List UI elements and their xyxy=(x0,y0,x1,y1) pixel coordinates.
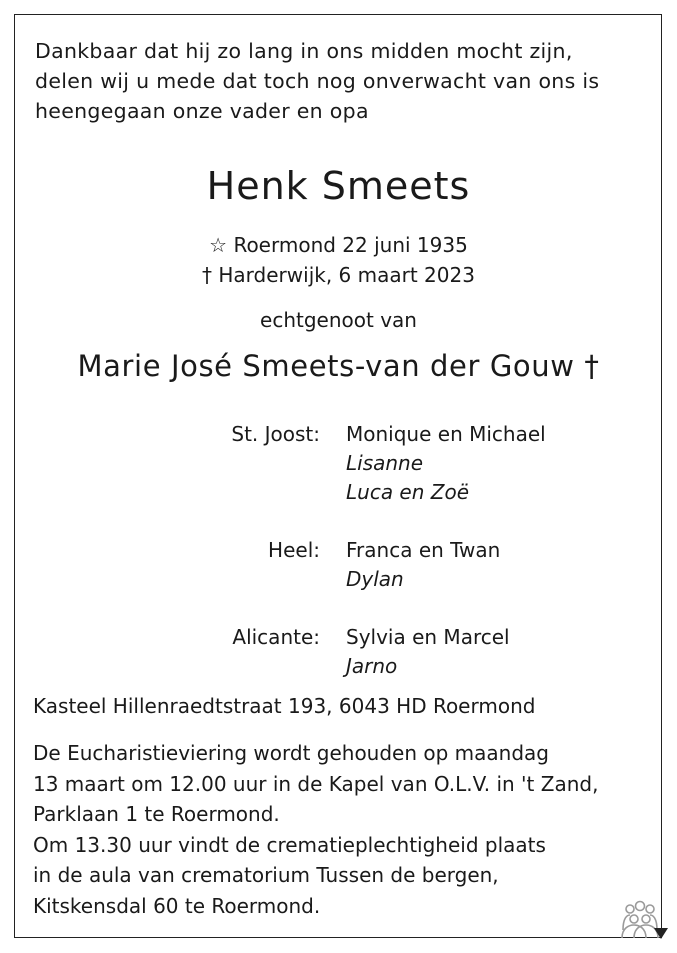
family-child: Dylan xyxy=(346,567,404,591)
service-line: De Eucharistieviering wordt gehouden op maandag xyxy=(33,741,549,765)
family-place: Heel: xyxy=(268,538,320,562)
family-names xyxy=(346,623,510,681)
intro-line: heengegaan onze vader en opa xyxy=(35,99,369,123)
intro-text xyxy=(35,36,655,126)
service-line: Kitskensdal 60 te Roermond. xyxy=(33,893,321,918)
intro-line: Dankbaar dat hij zo lang in ons midden mocht zijn, xyxy=(35,39,573,63)
home-address: Kasteel Hillenraedtstraat 193, 6043 HD Roermond xyxy=(33,694,536,718)
family-child: Luca en Zoë xyxy=(346,480,470,504)
life-dates xyxy=(0,230,677,290)
spouse-label: echtgenoot van xyxy=(260,308,417,332)
service-details xyxy=(33,738,598,921)
deceased-name: Henk Smeets xyxy=(206,164,471,208)
service-line: 13 maart om 12.00 uur in de Kapel van O.L.V. in 't Zand, xyxy=(33,771,599,796)
family-names xyxy=(346,536,500,594)
family-couple: Monique en Michael xyxy=(346,422,546,446)
service-line: Parklaan 1 te Roermond. xyxy=(33,802,280,826)
intro-line: delen wij u mede dat toch nog onverwacht van ons is xyxy=(35,69,600,93)
service-line: Om 13.30 uur vindt de crematieplechtigheid plaats xyxy=(33,832,546,857)
triangle-down-icon[interactable] xyxy=(654,928,668,939)
family-names xyxy=(346,420,546,507)
death-line: † Harderwijk, 6 maart 2023 xyxy=(202,263,475,287)
service-line: in de aula van crematorium Tussen de bergen, xyxy=(33,863,499,887)
family-place: Alicante: xyxy=(232,625,320,649)
birth-line: ☆ Roermond 22 juni 1935 xyxy=(209,233,468,257)
family-child: Jarno xyxy=(346,654,398,678)
family-couple: Franca en Twan xyxy=(346,538,501,562)
family-couple: Sylvia en Marcel xyxy=(346,625,510,649)
family-place: St. Joost: xyxy=(231,422,320,446)
family-child: Lisanne xyxy=(346,451,424,475)
spouse-name: Marie José Smeets-van der Gouw † xyxy=(77,349,600,383)
